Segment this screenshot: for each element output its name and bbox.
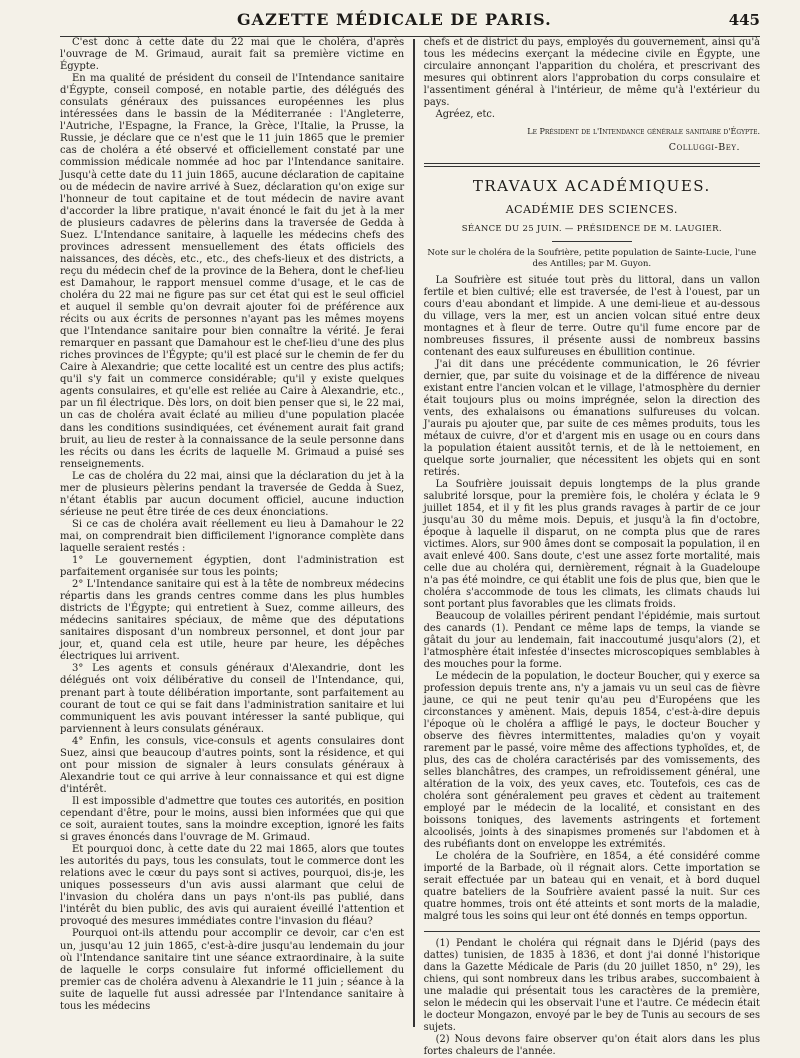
left-column <box>60 37 410 1027</box>
paragraph: Il est impossible d'admettre que toutes ces autorités, en position cependant d'être, pour le moins, aussi bien informées que qui que ce soit, auraient toutes, sans la moindre exception, ignoré les faits si graves énoncés dans l'ouvrage de M. Grimaud. <box>60 795 405 844</box>
signature-title: Le Président de l'Intendance générale sanitaire d'Égypte. <box>527 127 760 136</box>
note-title: Note sur le choléra de la Soufrière, petite population de Sainte-Lucie, l'une des Antilles; par M. Guyon. <box>427 248 757 269</box>
paragraph: 3° Les agents et consuls généraux d'Alexandrie, dont les délégués ont voix délibérative du conseil de l'Intendance, qui, prenant part à toute délibération importante, sont parfaitement au courant de tout ce qui se fait dans l'administration sanitaire et lui communiquent les avis pouvant intéresser la santé publique, qui parviennent à leurs consulats généraux. <box>60 663 405 735</box>
paragraph: Le cas de choléra du 22 mai, ainsi que la déclaration du jet à la mer de plusieurs pèlerins pendant la traversée de Gedda à Suez, n'étant établis par aucun document officiel, aucune induction sérieuse ne peut être tirée de ces deux énonciations. <box>60 470 405 518</box>
paragraph: La Soufrière jouissait depuis longtemps de la plus grande salubrité lorsque, pour la première fois, le choléra y éclata le 9 juillet 1854, et il y fit les plus grands ravages à partir de ce jour jusqu'au 30 du même mois. Depuis, et jusqu'à la fin d'octobre, époque à laquelle il disparut, on ne compta plus que de rares victimes. Alors, sur 900 âmes dont se composait la population, il en avait enlevé 400. Sans doute, c'est une assez forte mortalité, mais celle due au choléra qui, dernièrement, régnait à la Guadeloupe n'a pas été moindre, ce qui établit une fois de plus que, bien que le choléra s'accommode de tous les climats, les climats chauds lui sont portant plus favorables que les climats froids. <box>423 479 760 610</box>
paragraph: Le choléra de la Soufrière, en 1854, a été considéré comme importé de la Barbade, où il régnait alors. Cette importation se serait effectuée par un bateau qui en venait, et à bord duquel quatre bateliers de la Soufrière avaient passé la nuit. Sur ces quatre hommes, trois ont été atteints et sont morts de la maladie, malgré tous les soins qui leur ont été donnés en temps opportun. <box>423 851 760 922</box>
columns <box>60 37 760 1057</box>
right-column <box>418 37 760 1057</box>
closing-formula: Agréez, etc. <box>435 109 495 120</box>
footnote-divider <box>424 931 760 932</box>
column-rule <box>413 39 414 1027</box>
continuation-paragraph: chefs et de district du pays, employés du gouvernement, ainsi qu'à tous les médecins exerçant la médecine civile en Égypte, une circulaire annonçant l'apparition du choléra, et prescrivant des mesures qui obtinrent alors l'approbation du corps consulaire et l'assentiment général à l'intérieur, de même qu'à l'extérieur du pays. <box>423 37 760 108</box>
section-title: TRAVAUX ACADÉMIQUES. <box>472 177 711 195</box>
paragraph: En ma qualité de président du conseil de l'Intendance sanitaire d'Égypte, conseil composé, en notable partie, des délégués des consulats généraux des puissances européennes les plus intéressées dans le bassin de la Méditerranée : l'Angleterre, l'Autriche, l'Espagne, la France, la Grèce, l'Italie, la Prusse, la Russie, je déclare que ce n'est que le 11 juin 1865 que le premier cas de choléra a été observé et officiellement constaté par une commission médicale nommée ad hoc par l'Intendance sanitaire. Jusqu'à cette date du 11 juin 1865, aucune déclaration de capitaine ou de médecin de navire arrivé à Suez, déclaration qu'on exige sur l'honneur de tout capitaine et de tout médecin de navire avant d'accorder la libre pratique, n'avait énoncé le fait du jet à la mer de plusieurs cadavres de pèlerins dans la traversée de Gedda à Suez. L'Intendance sanitaire, à laquelle les médecins chefs des provinces adressent mensuellement des états officiels des naissances, des décès, etc., etc., des chefs-lieux et des districts, a reçu du médecin chef de la province de la Behera, dont le chef-lieu est Damahour, le rapport mensuel comme d'usage, et le cas de choléra du 22 mai ne figure pas sur cet état qui est le seul officiel et auquel il semble qu'on devrait ajouter foi de préférence aux récits ou aux écrits de personnes n'ayant pas les mêmes moyens que l'Intendance sanitaire pour bien connaître la vérité. Je ferai remarquer en passant que Damahour est le chef-lieu d'une des plus riches provinces de l'Égypte; qu'il est placé sur le chemin de fer du Caire à Alexandrie; que cette localité est un centre des plus actifs; qu'il s'y fait un commerce considérable; qu'il y existe quelques agents consulaires, et qu'elle est reliée au Caire à Alexandrie, etc., par un fil électrique. Dès lors, on doit bien penser que si, le 22 mai, un cas de choléra avait éclaté au milieu d'une population placée dans les conditions susindiquées, cet événement aurait fait grand bruit, au lieu de rester à la connaissance de la seule personne dans les récits ou dans les écrits de laquelle M. Grimaud a puisé ses renseignements. <box>60 73 405 470</box>
paragraph: C'est donc à cette date du 22 mai que le choléra, d'après l'ouvrage de M. Grimaud, aurait fait sa première victime en Égypte. <box>60 37 405 73</box>
paragraph: J'ai dit dans une précédente communication, le 26 février dernier, que, par suite du voisinage et de la différence de niveau existant entre l'ancien volcan et le village, l'atmosphère du dernier était toujours plus ou moins imprégnée, selon la direction des vents, des exhalaisons ou émanations sulfureuses du volcan. J'aurais pu ajouter que, par suite de ces mêmes produits, tous les métaux de cuivre, d'or et d'argent mis en usage ou en cours dans la population étaient aussitôt ternis, et de là le nettoiement, en quelque sorte journalier, que nécessitent les objets qui en sont retirés. <box>423 359 760 478</box>
footnote: (2) Nous devons faire observer qu'on était alors dans les plus fortes chaleurs de l'année. <box>423 1034 760 1057</box>
paragraph: Pourquoi ont-ils attendu pour accomplir ce devoir, car c'en est un, jusqu'au 12 juin 1865, c'est-à-dire jusqu'au lendemain du jour où l'Intendance sanitaire tint une séance extraordinaire, à la suite de laquelle le corps consulaire fut informé officiellement du premier cas de choléra advenu à Alexandrie le 11 juin ; séance à la suite de laquelle fut aussi adressée par l'Intendance sanitaire à tous les médecins <box>60 928 405 1012</box>
paragraph: Beaucoup de volailles périrent pendant l'épidémie, mais surtout des canards (1). Pendant ce même laps de temps, la viande se gâtait du jour au lendemain, fait inaccoutumé jusqu'alors (2), et l'atmosphère était infestée d'insectes microscopiques semblables à des mouches pour la forme. <box>423 611 760 670</box>
paragraph: 1° Le gouvernement égyptien, dont l'administration est parfaitement organisée sur tous les points; <box>60 555 405 579</box>
paragraph: 4° Enfin, les consuls, vice-consuls et agents consulaires dont Suez, ainsi que beaucoup d'autres points, sont la résidence, et qui ont pour mission de signaler à leurs consulats généraux à Alexandrie tout ce qui arrive à leur connaissance et qui est digne d'intérêt. <box>60 735 405 795</box>
paragraph: La Soufrière est située tout près du littoral, dans un vallon fertile et bien cultivé; elle est traversée, de l'est à l'ouest, par un cours d'eau abondant et limpide. A une demi-lieue et au-dessous du village, vers la mer, est un ancien volcan situé entre deux montagnes et à fleur de terre. Outre qu'il fume encore par de nombreuses fissures, il présente aussi de nombreux bassins contenant des eaux sulfureuses en ébullition continue. <box>423 275 760 358</box>
page-number: 445 <box>728 11 760 29</box>
journal-title: GAZETTE MÉDICALE DE PARIS. <box>237 10 552 29</box>
paragraph: Le médecin de la population, le docteur Boucher, qui y exerce sa profession depuis trente ans, n'y a jamais vu un seul cas de fièvre jaune, ce qui ne peut tenir qu'au peu d'Européens que les circonstances y amènent. Mais, depuis 1854, c'est-à-dire depuis l'époque où le choléra a affligé le pays, le docteur Boucher y observe des fièvres intermittentes, maladies qu'on y voyait rarement par le passé, voire même des affections typhoïdes, et, de plus, des cas de choléra caractérisés par des vomissements, des selles blanchâtres, des crampes, un refroidissement général, une altération de la voix, des yeux caves, etc. Toutefois, ces cas de choléra sont généralement peu graves et cèdent au traitement employé par le médecin de la localité, et consistant en des boissons toniques, des lavements astringents et fortement alcoolisés, joints à des sinapismes promenés sur l'abdomen et à des rubéfiants dont on enveloppe les extrémités. <box>423 671 760 850</box>
paragraph: 2° L'Intendance sanitaire qui est à la tête de nombreux médecins répartis dans les grands centres comme dans les plus humbles districts de l'Égypte; qui entretient à Suez, comme ailleurs, des médecins sanitaires spéciaux, de même que des députations sanitaires disposant d'un nombreux personnel, et dont jour par jour, et, quand cela est utile, heure par heure, les dépêches électriques lui arrivent. <box>60 579 405 663</box>
short-divider <box>552 241 632 242</box>
signature-name: Colluggi-Bey. <box>668 142 740 153</box>
footnote: (1) Pendant le choléra qui régnait dans le Djérid (pays des dattes) tunisien, de 1835 à 1836, et dont j'ai donné l'historique dans la Gazette Médicale de Paris (du 20 juillet 1850, n° 29), les chiens, qui sont nombreux dans les tribus arabes, succombaient à une maladie qui présentait tous les caractères de la première, selon le médecin qui les observait l'une et l'autre. Ce médecin était le docteur Mongazon, envoyé par le bey de Tunis au secours de ses sujets. <box>423 938 760 1033</box>
paragraph: Si ce cas de choléra avait réellement eu lieu à Damahour le 22 mai, on comprendrait bien difficilement l'ignorance complète dans laquelle seraient restés : <box>60 518 405 554</box>
session-line: SÉANCE DU 25 JUIN. — PRÉSIDENCE DE M. LAUGIER. <box>461 224 722 234</box>
page-header <box>60 10 760 37</box>
subsection-title: ACADÉMIE DES SCIENCES. <box>505 203 678 216</box>
paragraph: Et pourquoi donc, à cette date du 22 mai 1865, alors que toutes les autorités du pays, tous les consulats, tout le commerce dont les relations avec le cœur du pays sont si actives, pourquoi, dis-je, les uniques possesseurs d'un avis aussi alarmant que celui de l'invasion du choléra dans un pays n'ont-ils pas publié, dans l'intérêt du bien public, des avis qui auraient éveillé l'attention et provoqué des mesures immédiates contre l'invasion du fléau? <box>60 844 405 928</box>
section-divider <box>424 163 760 167</box>
